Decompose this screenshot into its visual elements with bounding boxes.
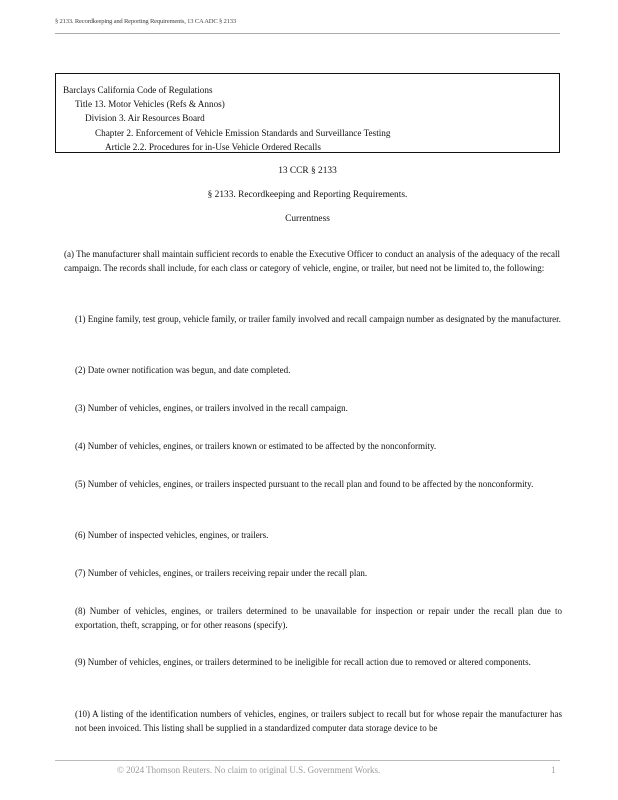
list-item: (2) Date owner notification was begun, and date completed. (75, 365, 291, 375)
document-cite: 13 CCR § 2133 (278, 166, 337, 176)
intro-paragraph: (a) The manufacturer shall maintain sufficient records to enable the Executive Officer to conduct an analysis of the adequacy of the recall campaign. The records shall include, for each class or category of vehicle, engine, or trailer, but need not be limited to, the following: (64, 249, 560, 273)
list-item: (6) Number of inspected vehicles, engines, or trailers. (75, 530, 269, 540)
citation-title: Title 13. Motor Vehicles (Refs & Annos) (75, 99, 225, 110)
list-item: (7) Number of vehicles, engines, or trailers receiving repair under the recall plan. (75, 568, 368, 578)
citation-box (55, 73, 560, 153)
list-item: (8) Number of vehicles, engines, or trailers determined to be unavailable for inspection or repair under the recall plan due to exportation, theft, scrapping, or for other reasons (specify). (75, 606, 562, 630)
citation-division: Division 3. Air Resources Board (85, 113, 205, 124)
page-number: 1 (551, 765, 556, 775)
citation-chapter: Chapter 2. Enforcement of Vehicle Emission Standards and Surveillance Testing (95, 127, 391, 138)
list-item: (9) Number of vehicles, engines, or trailers determined to be ineligible for recall action due to removed or altered components. (75, 657, 531, 667)
citation-source: Barclays California Code of Regulations (63, 85, 213, 95)
section-title: § 2133. Recordkeeping and Reporting Requirements. (207, 190, 408, 200)
list-item: (5) Number of vehicles, engines, or trailers inspected pursuant to the recall plan and found to be affected by the nonconformity. (75, 479, 534, 489)
currentness-label: Currentness (285, 214, 330, 224)
list-item: (1) Engine family, test group, vehicle family, or trailer family involved and recall campaign number as designated by the manufacturer. (75, 314, 561, 324)
list-item: (3) Number of vehicles, engines, or trailers involved in the recall campaign. (75, 403, 348, 413)
list-item: (10) A listing of the identification numbers of vehicles, engines, or trailers subject to recall but for whose repair the manufacturer has not been invoiced. This listing shall be supplied in a standardized computer data storage device to be (75, 709, 562, 733)
copyright-notice: © 2024 Thomson Reuters. No claim to original U.S. Government Works. (117, 765, 381, 775)
running-header: § 2133. Recordkeeping and Reporting Requirements, 13 CA ADC § 2133 (55, 18, 560, 34)
footer-divider (55, 760, 560, 761)
citation-article: Article 2.2. Procedures for in-Use Vehicle Ordered Recalls (105, 141, 321, 152)
list-item: (4) Number of vehicles, engines, or trailers known or estimated to be affected by the nonconformity. (75, 441, 437, 451)
